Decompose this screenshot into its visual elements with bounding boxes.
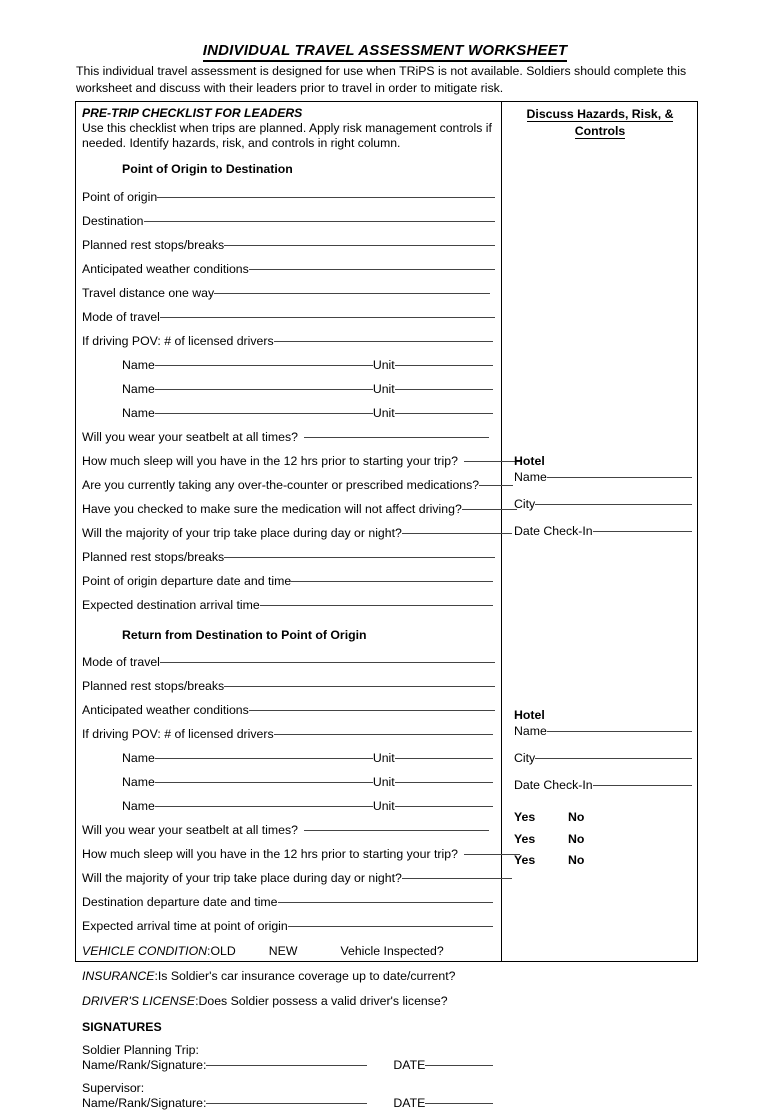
field-label: If driving POV: # of licensed drivers xyxy=(82,334,274,349)
name-label: Name xyxy=(122,751,155,766)
name-input-line[interactable] xyxy=(155,806,373,807)
field-input-line[interactable] xyxy=(160,317,495,318)
name-label: Name xyxy=(122,799,155,814)
hotel-checkin-input-line[interactable] xyxy=(593,531,692,532)
left-column-content xyxy=(82,106,495,1110)
field-input-line[interactable] xyxy=(224,245,495,246)
supervisor-date-input-line[interactable] xyxy=(425,1103,493,1104)
field-label: Anticipated weather conditions xyxy=(82,262,249,277)
insurance-question: Is Soldier's car insurance coverage up to date/current? xyxy=(157,969,456,984)
answer-input-line[interactable] xyxy=(304,830,489,831)
field-row[interactable] xyxy=(82,574,495,588)
answer-input-line[interactable] xyxy=(402,878,512,879)
question-row[interactable] xyxy=(82,526,495,540)
field-row[interactable] xyxy=(82,550,495,564)
field-input-line[interactable] xyxy=(214,293,490,294)
field-row[interactable] xyxy=(82,655,495,669)
hotel-name-label: Name xyxy=(514,470,547,484)
field-input-line[interactable] xyxy=(160,662,495,663)
field-label: Planned rest stops/breaks xyxy=(82,679,225,694)
vehicle-inspected-question: Vehicle Inspected? xyxy=(340,944,444,959)
name-unit-row[interactable] xyxy=(82,751,495,765)
name-input-line[interactable] xyxy=(155,758,373,759)
hotel-checkin-input-line[interactable] xyxy=(593,785,692,786)
vehicle-condition-colon: : xyxy=(207,944,211,959)
question-label: How much sleep will you have in the 12 hrs prior to starting your trip? xyxy=(82,847,458,862)
hotel-name-row[interactable] xyxy=(514,468,692,487)
field-label: Planned rest stops/breaks xyxy=(82,238,225,253)
field-input-line[interactable] xyxy=(291,581,493,582)
field-input-line[interactable] xyxy=(274,734,493,735)
hotel-checkin-label: Date Check-In xyxy=(514,524,593,538)
section-heading-origin-to-destination: Point of Origin to Destination xyxy=(122,162,293,177)
page-title-text: INDIVIDUAL TRAVEL ASSESSMENT WORKSHEET xyxy=(203,42,568,62)
question-row[interactable] xyxy=(82,871,495,885)
field-row[interactable] xyxy=(82,703,495,717)
discuss-hazards-heading xyxy=(502,106,698,140)
drivers-license-label: DRIVER'S LICENSE xyxy=(82,994,196,1009)
unit-input-line[interactable] xyxy=(395,365,493,366)
soldier-date-input-line[interactable] xyxy=(425,1065,493,1066)
supervisor-signature-row[interactable] xyxy=(82,1096,495,1110)
yes-no-row-drivers-license xyxy=(514,853,692,875)
yes-option[interactable]: Yes xyxy=(514,810,536,824)
field-row[interactable] xyxy=(82,238,495,252)
unit-input-line[interactable] xyxy=(395,758,493,759)
field-input-line[interactable] xyxy=(224,686,495,687)
intro-paragraph: This individual travel assessment is designed for use when TRiPS is not available. Soldiers should complete this worksheet and discuss with their leaders prior to travel in order to mitigate risk. xyxy=(76,64,687,95)
right-column xyxy=(502,102,698,961)
name-unit-row[interactable] xyxy=(82,406,495,420)
field-input-line[interactable] xyxy=(260,605,493,606)
unit-label: Unit xyxy=(372,406,395,421)
name-label: Name xyxy=(122,382,155,397)
field-row[interactable] xyxy=(82,310,495,324)
name-unit-row[interactable] xyxy=(82,775,495,789)
vehicle-condition-option-old[interactable]: OLD xyxy=(210,944,236,959)
field-label: Point of origin departure date and time xyxy=(82,574,292,589)
worksheet-table xyxy=(75,101,698,1110)
unit-label: Unit xyxy=(372,799,395,814)
pretrip-checklist-subtext-line1: Use this checklist when trips are planned. Apply risk management controls if xyxy=(82,121,492,135)
answer-input-line[interactable] xyxy=(402,533,512,534)
question-row[interactable] xyxy=(82,454,495,468)
hotel-city-row[interactable] xyxy=(514,749,692,768)
name-input-line[interactable] xyxy=(155,782,373,783)
field-row[interactable] xyxy=(82,190,495,204)
field-row[interactable] xyxy=(82,598,495,612)
name-input-line[interactable] xyxy=(155,365,373,366)
unit-input-line[interactable] xyxy=(395,782,493,783)
supervisor-signature-input-line[interactable] xyxy=(206,1103,367,1104)
signatures-heading: SIGNATURES xyxy=(82,1020,162,1035)
field-label: Point of origin xyxy=(82,190,158,205)
field-row[interactable] xyxy=(82,919,495,933)
question-label: Will you wear your seatbelt at all times? xyxy=(82,823,298,838)
hotel-city-row[interactable] xyxy=(514,495,692,514)
question-label: Have you checked to make sure the medication will not affect driving? xyxy=(82,502,462,517)
question-label: Will you wear your seatbelt at all times? xyxy=(82,430,298,445)
unit-label: Unit xyxy=(372,382,395,397)
question-row[interactable] xyxy=(82,823,495,837)
name-input-line[interactable] xyxy=(155,389,373,390)
unit-input-line[interactable] xyxy=(395,389,493,390)
section-heading-return-to-origin: Return from Destination to Point of Origin xyxy=(122,628,367,643)
hotel-name-row[interactable] xyxy=(514,722,692,741)
field-input-line[interactable] xyxy=(224,557,495,558)
insurance-label: INSURANCE xyxy=(82,969,155,984)
hotel-city-label: City xyxy=(514,751,536,765)
unit-label: Unit xyxy=(372,751,395,766)
question-row[interactable] xyxy=(82,847,495,861)
field-label: Mode of travel xyxy=(82,655,160,670)
question-label: Are you currently taking any over-the-counter or prescribed medications? xyxy=(82,478,480,493)
question-label: How much sleep will you have in the 12 hrs prior to starting your trip? xyxy=(82,454,458,469)
soldier-name-rank-signature-label: Name/Rank/Signature: xyxy=(82,1058,207,1073)
drivers-license-row[interactable] xyxy=(82,994,495,1008)
field-label: Destination departure date and time xyxy=(82,895,278,910)
supervisor-name-rank-signature-label: Name/Rank/Signature: xyxy=(82,1096,207,1110)
field-row[interactable] xyxy=(82,334,495,348)
supervisor-role-label: Supervisor: xyxy=(82,1081,145,1096)
field-input-line[interactable] xyxy=(288,926,493,927)
field-label: Expected destination arrival time xyxy=(82,598,260,613)
unit-input-line[interactable] xyxy=(395,413,493,414)
page-title xyxy=(0,42,770,59)
vehicle-condition-row[interactable] xyxy=(82,944,495,958)
name-label: Name xyxy=(122,358,155,373)
hotel-city-input-line[interactable] xyxy=(535,758,692,759)
yes-no-block xyxy=(514,810,692,875)
name-unit-row[interactable] xyxy=(82,382,495,396)
field-row[interactable] xyxy=(82,727,495,741)
field-row[interactable] xyxy=(82,286,495,300)
yes-no-row-vehicle-condition xyxy=(514,810,692,832)
name-label: Name xyxy=(122,775,155,790)
field-row[interactable] xyxy=(82,679,495,693)
hotel-block-outbound xyxy=(514,454,692,541)
field-label: Expected arrival time at point of origin xyxy=(82,919,288,934)
soldier-date-label: DATE xyxy=(393,1058,426,1073)
field-label: Mode of travel xyxy=(82,310,160,325)
no-option[interactable]: No xyxy=(568,810,585,824)
soldier-signature-row[interactable] xyxy=(82,1058,495,1072)
hotel-checkin-row[interactable] xyxy=(514,522,692,541)
unit-label: Unit xyxy=(372,358,395,373)
hotel-name-input-line[interactable] xyxy=(547,477,692,478)
field-input-line[interactable] xyxy=(144,221,495,222)
question-label: Will the majority of your trip take place during day or night? xyxy=(82,871,402,886)
field-label: Travel distance one way xyxy=(82,286,215,301)
hotel-city-label: City xyxy=(514,497,536,511)
soldier-signature-input-line[interactable] xyxy=(206,1065,367,1066)
drivers-license-question: Does Soldier possess a valid driver's license? xyxy=(198,994,448,1009)
discuss-hazards-heading-line2: Controls xyxy=(574,124,626,138)
field-row[interactable] xyxy=(82,262,495,276)
field-label: If driving POV: # of licensed drivers xyxy=(82,727,274,742)
no-option[interactable]: No xyxy=(568,853,585,867)
left-column xyxy=(76,102,501,1110)
name-unit-row[interactable] xyxy=(82,358,495,372)
no-option[interactable]: No xyxy=(568,831,585,846)
name-label: Name xyxy=(122,406,155,421)
hotel-heading: Hotel xyxy=(514,454,545,468)
pretrip-checklist-subtext-line2: needed. Identify hazards, risk, and controls in right column. xyxy=(82,136,401,151)
field-label: Destination xyxy=(82,214,144,229)
supervisor-date-label: DATE xyxy=(393,1096,426,1110)
discuss-hazards-heading-line1: Discuss Hazards, Risk, & xyxy=(526,107,674,121)
field-input-line[interactable] xyxy=(249,269,495,270)
field-input-line[interactable] xyxy=(278,902,493,903)
insurance-colon: : xyxy=(154,969,158,984)
hotel-city-input-line[interactable] xyxy=(535,504,692,505)
field-input-line[interactable] xyxy=(157,197,495,198)
hotel-heading: Hotel xyxy=(514,708,545,722)
question-label: Will the majority of your trip take place during day or night? xyxy=(82,526,402,541)
field-label: Planned rest stops/breaks xyxy=(82,550,225,565)
unit-input-line[interactable] xyxy=(395,806,493,807)
hotel-checkin-row[interactable] xyxy=(514,776,692,795)
field-input-line[interactable] xyxy=(249,710,495,711)
yes-no-row-insurance xyxy=(514,832,692,854)
hotel-name-label: Name xyxy=(514,724,547,738)
pretrip-checklist-heading: PRE-TRIP CHECKLIST FOR LEADERS xyxy=(82,106,303,120)
unit-label: Unit xyxy=(372,775,395,790)
field-row[interactable] xyxy=(82,895,495,909)
question-row[interactable] xyxy=(82,478,495,492)
yes-option[interactable]: Yes xyxy=(514,831,536,846)
vehicle-condition-label: VEHICLE CONDITION xyxy=(82,944,208,959)
vehicle-condition-option-new[interactable]: NEW xyxy=(268,944,298,959)
question-row[interactable] xyxy=(82,502,495,516)
insurance-row[interactable] xyxy=(82,969,495,983)
hotel-name-input-line[interactable] xyxy=(547,731,692,732)
question-row[interactable] xyxy=(82,430,495,444)
yes-option[interactable]: Yes xyxy=(514,853,536,867)
field-label: Anticipated weather conditions xyxy=(82,703,249,718)
soldier-role-label: Soldier Planning Trip: xyxy=(82,1043,199,1058)
name-unit-row[interactable] xyxy=(82,799,495,813)
hotel-block-return xyxy=(514,708,692,795)
drivers-license-colon: : xyxy=(195,994,199,1009)
field-input-line[interactable] xyxy=(274,341,493,342)
field-row[interactable] xyxy=(82,214,495,228)
name-input-line[interactable] xyxy=(155,413,373,414)
answer-input-line[interactable] xyxy=(304,437,489,438)
hotel-checkin-label: Date Check-In xyxy=(514,778,593,792)
